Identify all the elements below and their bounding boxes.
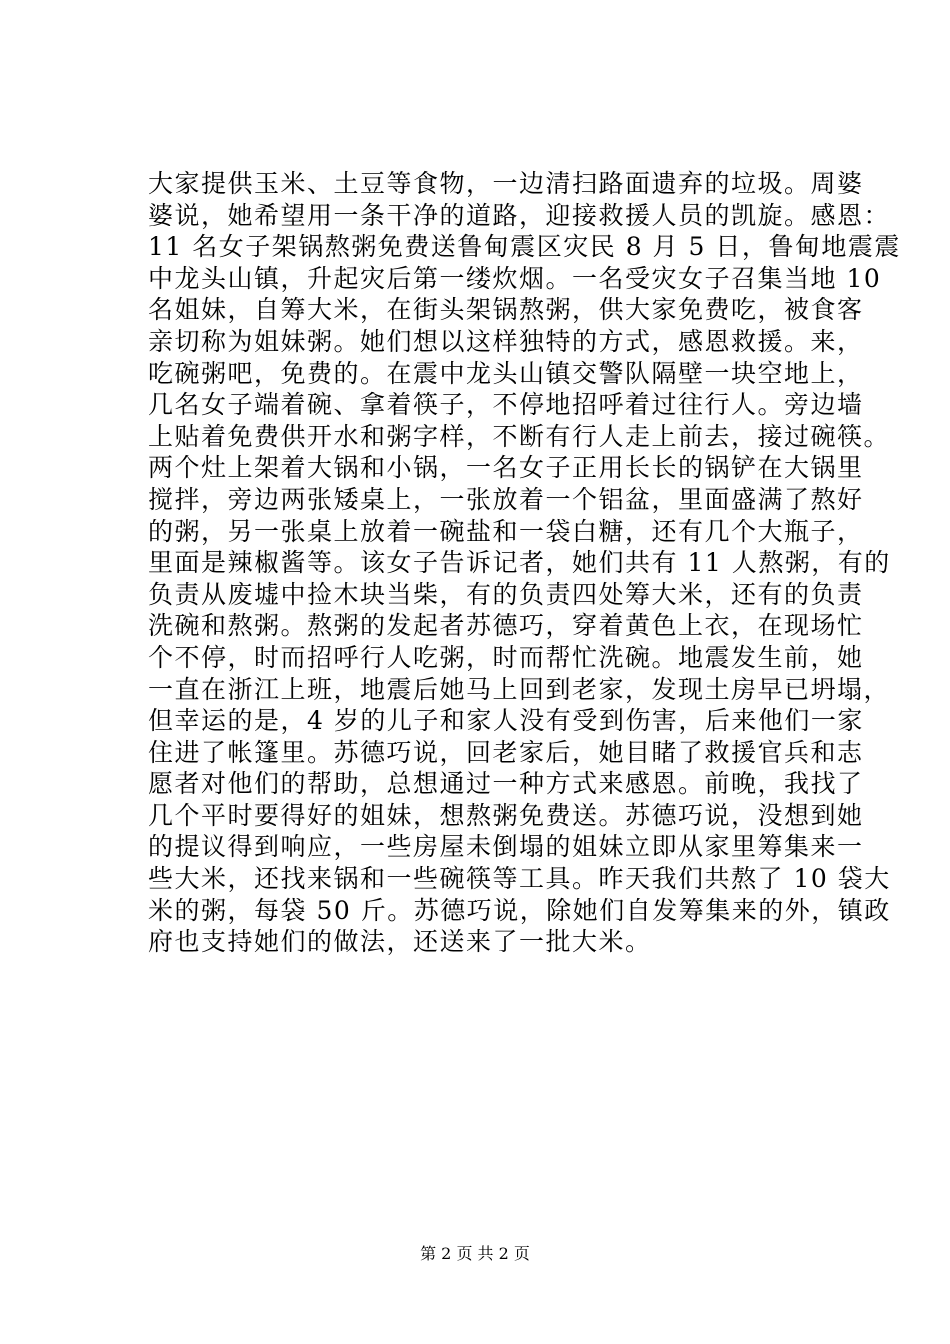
text-line: 几个平时要得好的姐妹，想熬粥免费送。苏德巧说，没想到她 xyxy=(148,800,864,830)
page-footer: 第 2 页 共 2 页 xyxy=(420,1244,530,1263)
text-line: 上贴着免费供开水和粥字样，不断有行人走上前去，接过碗筷。 xyxy=(148,421,891,451)
text-line: 婆说，她希望用一条干净的道路，迎接救援人员的凯旋。感恩： xyxy=(148,200,891,230)
text-line: 两个灶上架着大锅和小锅，一名女子正用长长的锅铲在大锅里 xyxy=(148,453,864,483)
article-body xyxy=(148,168,901,958)
text-line: 的提议得到响应，一些房屋未倒塌的姐妹立即从家里筹集来一 xyxy=(148,832,864,862)
text-line: 几名女子端着碗、拿着筷子，不停地招呼着过往行人。旁边墙 xyxy=(148,390,864,420)
text-line: 亲切称为姐妹粥。她们想以这样独特的方式，感恩救援。来， xyxy=(148,326,864,356)
text-line: 名姐妹，自筹大米，在街头架锅熬粥，供大家免费吃，被食客 xyxy=(148,295,864,325)
text-line: 住进了帐篷里。苏德巧说，回老家后，她目睹了救援官兵和志 xyxy=(148,737,864,767)
text-line: 府也支持她们的做法，还送来了一批大米。 xyxy=(148,927,652,957)
text-line: 些大米，还找来锅和一些碗筷等工具。昨天我们共熬了 10 袋大 xyxy=(148,864,891,894)
text-line: 里面是辣椒酱等。该女子告诉记者，她们共有 11 人熬粥，有的 xyxy=(148,548,891,578)
text-line: 搅拌，旁边两张矮桌上，一张放着一个铝盆，里面盛满了熬好 xyxy=(148,484,864,514)
text-line: 负责从废墟中捡木块当柴，有的负责四处筹大米，还有的负责 xyxy=(148,579,864,609)
text-line: 一直在浙江上班，地震后她马上回到老家，发现土房早已坍塌， xyxy=(148,674,891,704)
text-line: 米的粥，每袋 50 斤。苏德巧说，除她们自发筹集来的外，镇政 xyxy=(148,895,891,925)
text-line: 但幸运的是，4 岁的儿子和家人没有受到伤害，后来他们一家 xyxy=(148,706,864,736)
text-line: 个不停，时而招呼行人吃粥，时而帮忙洗碗。地震发生前，她 xyxy=(148,642,864,672)
text-line: 愿者对他们的帮助，总想通过一种方式来感恩。前晚，我找了 xyxy=(148,769,864,799)
text-line: 的粥，另一张桌上放着一碗盐和一袋白糖，还有几个大瓶子， xyxy=(148,516,864,546)
text-line: 大家提供玉米、土豆等食物，一边清扫路面遗弃的垃圾。周婆 xyxy=(148,169,864,198)
text-line: 洗碗和熬粥。熬粥的发起者苏德巧，穿着黄色上衣，在现场忙 xyxy=(148,611,864,641)
text-line: 中龙头山镇，升起灾后第一缕炊烟。一名受灾女子召集当地 10 xyxy=(148,263,882,293)
text-line: 11 名女子架锅熬粥免费送鲁甸震区灾民 8 月 5 日，鲁甸地震震 xyxy=(148,232,901,262)
text-line: 吃碗粥吧，免费的。在震中龙头山镇交警队隔壁一块空地上， xyxy=(148,358,864,388)
